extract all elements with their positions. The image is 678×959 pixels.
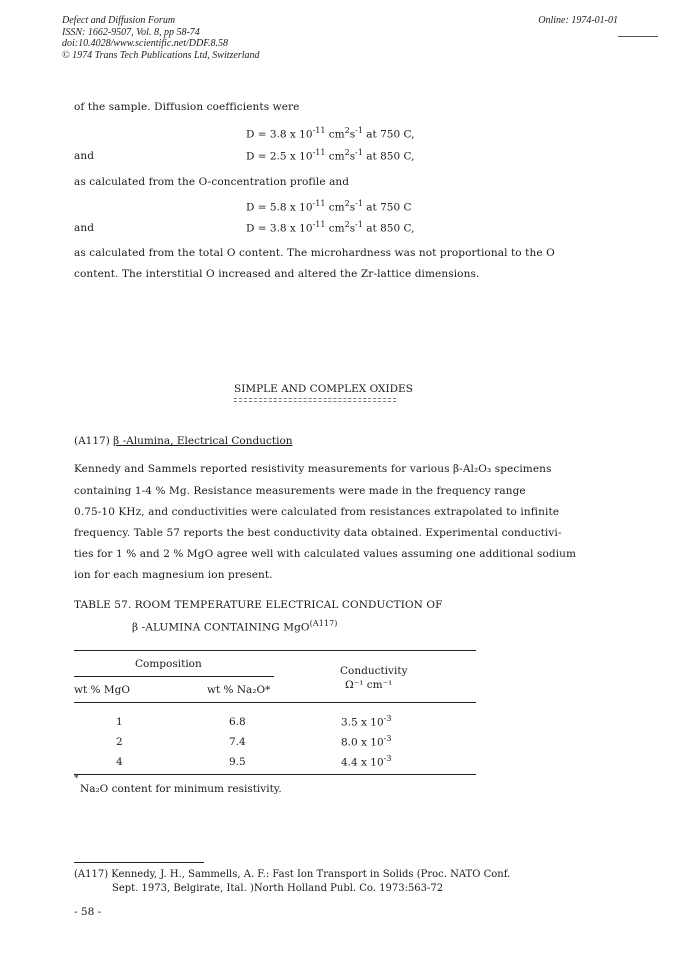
and-label-2: and (74, 222, 95, 234)
page-number: - 58 - (74, 906, 102, 918)
body-line-6: ion for each magnesium ion present. (74, 569, 273, 581)
body-line-1: Kennedy and Sammels reported resistivity measurements for various β-Al₂O₃ specimens (74, 463, 552, 475)
entry-heading (74, 435, 293, 447)
table-caption-line-1: TABLE 57. ROOM TEMPERATURE ELECTRICAL CONDUCTION OF (74, 599, 443, 611)
cell-cond-3: 4.4 x $10^{-3}$ (341, 754, 392, 769)
section-title: SIMPLE AND COMPLEX OXIDES (234, 383, 413, 395)
journal-header (62, 15, 260, 61)
table-caption-line-2: β -ALUMINA CONTAINING MgO$^{(A117)}$ (132, 619, 338, 634)
col-header-conductivity-units: Ω⁻¹ cm⁻¹ (345, 679, 393, 691)
body-line-3: 0.75-10 KHz, and conductivities were calculated from resistances extrapolated to infinite (74, 506, 560, 518)
cell-na2o-2: 7.4 (229, 736, 246, 748)
composition-rule (74, 676, 274, 677)
cell-cond-2: 8.0 x $10^{-3}$ (341, 734, 392, 749)
online-date: Online: 1974-01-01 (538, 15, 618, 26)
equation-1: D = 3.8 x $10^{-11}$ $cm^2s^{-1}$ at 750 C, (246, 126, 415, 141)
cell-mgo-2: 2 (116, 736, 123, 748)
table-footnote-mark: * (74, 774, 79, 784)
intro-line-2: as calculated from the O-concentration profile and (74, 176, 350, 188)
copyright-line: © 1974 Trans Tech Publications Ltd, Switzerland (62, 49, 260, 61)
cell-mgo-1: 1 (116, 716, 123, 728)
table-bottom-rule (74, 774, 476, 775)
caption-reference: (A117) (309, 619, 338, 628)
body-line-2: containing 1-4 % Mg. Resistance measurements were made in the frequency range (74, 485, 526, 497)
col-header-mgo: wt % MgO (74, 684, 130, 696)
col-header-conductivity: Conductivity (340, 665, 408, 677)
header-rule (618, 36, 658, 37)
issn-line: ISSN: 1662-9507, Vol. 8, pp 58-74 (62, 26, 200, 38)
body-line-5: ties for 1 % and 2 % MgO agree well with calculated values assuming one additional sodium (74, 548, 577, 560)
equation-2: D = 2.5 x $10^{-11}$ $cm^2s^{-1}$ at 850 C, (246, 148, 415, 163)
equation-4: D = 3.8 x $10^{-11}$ $cm^2s^{-1}$ at 850 C, (246, 220, 415, 235)
intro-line-4: content. The interstitial O increased and altered the Zr-lattice dimensions. (74, 268, 480, 280)
table-footnote: Na₂O content for minimum resistivity. (80, 783, 282, 795)
body-line-4: frequency. Table 57 reports the best conductivity data obtained. Experimental conductivi- (74, 527, 562, 539)
doi-line[interactable]: doi:10.4028/www.scientific.net/DDF.8.58 (62, 38, 229, 49)
section-underline-2 (234, 401, 396, 402)
equation-3: D = 5.8 x $10^{-11}$ $cm^2s^{-1}$ at 750 C (246, 199, 412, 214)
cell-na2o-1: 6.8 (229, 716, 246, 728)
and-label-1: and (74, 150, 95, 162)
table-top-rule (74, 650, 476, 651)
intro-line-3: as calculated from the total O content. The microhardness was not proportional to the O (74, 247, 555, 259)
journal-name: Defect and Diffusion Forum (62, 15, 176, 26)
header-bottom-rule (74, 702, 476, 703)
footnote-line-2: Sept. 1973, Belgirate, Ital. )North Holland Publ. Co. 1973:563-72 (112, 883, 444, 894)
entry-title: β -Alumina, Electrical Conduction (113, 435, 293, 447)
entry-label: (A117) (74, 435, 110, 447)
intro-line-1: of the sample. Diffusion coefficients were (74, 101, 300, 113)
col-header-na2o: wt % Na₂O* (207, 684, 271, 696)
cell-na2o-3: 9.5 (229, 756, 246, 768)
group-header-composition: Composition (135, 658, 202, 670)
cell-mgo-3: 4 (116, 756, 123, 768)
section-underline (234, 398, 396, 399)
cell-cond-1: 3.5 x $10^{-3}$ (341, 714, 392, 729)
footnote-line-1: (A117) Kennedy, J. H., Sammells, A. F.: Fast Ion Transport in Solids (Proc. NATO Conf. (74, 869, 511, 880)
footnote-rule (74, 862, 204, 863)
